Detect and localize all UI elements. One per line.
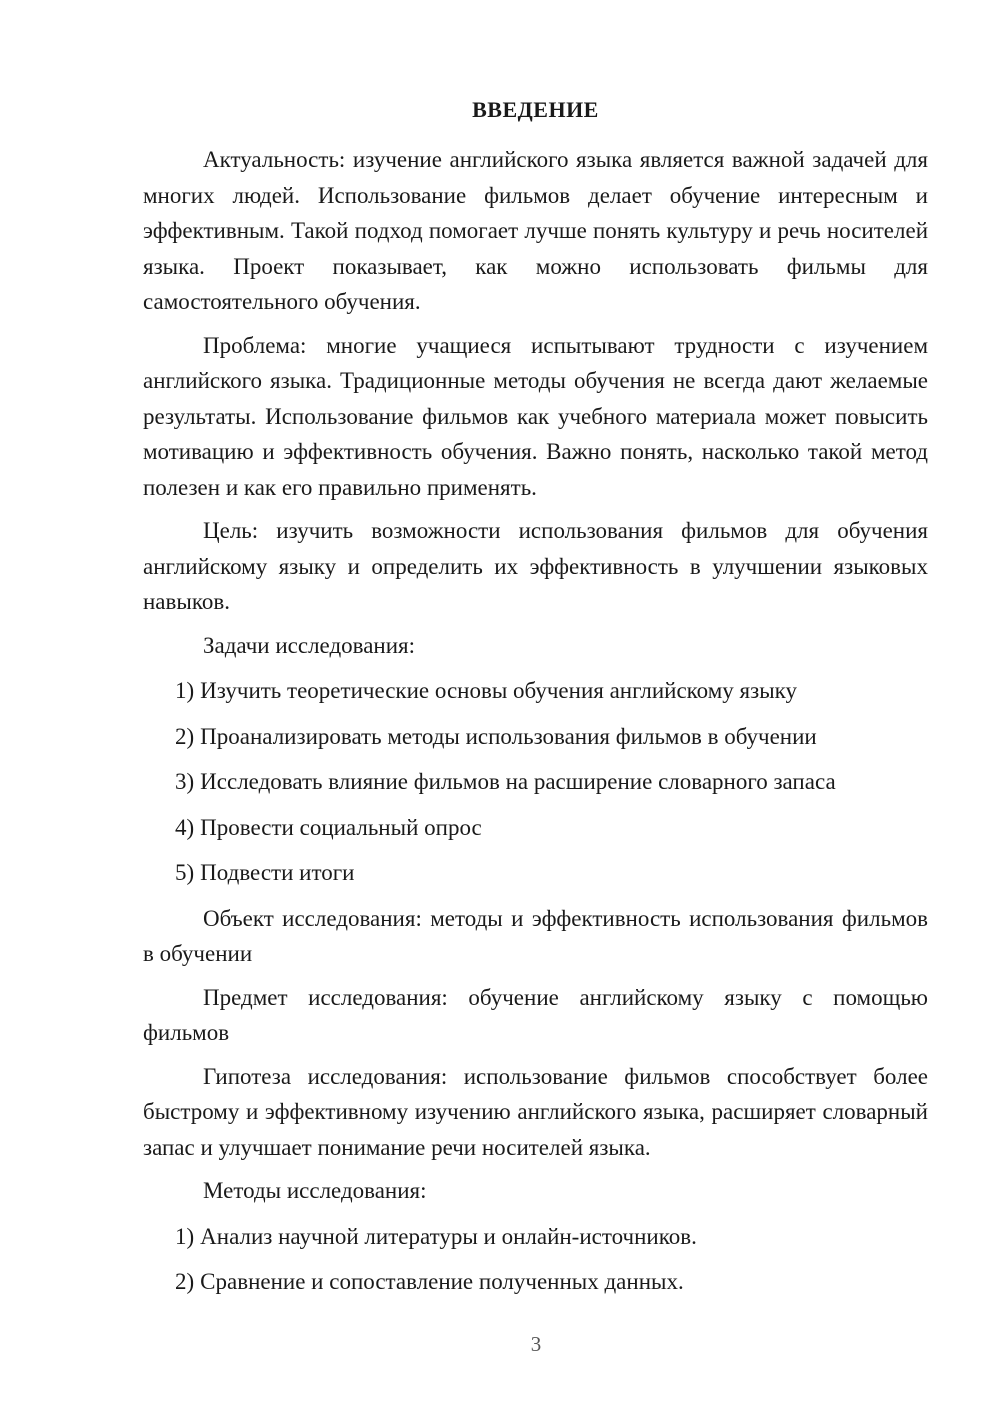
- page-title: ВВЕДЕНИЕ: [472, 97, 599, 122]
- page-content: [143, 92, 928, 1310]
- subject-paragraph: Предмет исследования: обучение английскому языку с помощью фильмов: [143, 984, 928, 1045]
- list-item-text: Анализ научной литературы и онлайн-источников.: [200, 1223, 697, 1249]
- list-item-text: Подвести итоги: [200, 860, 355, 885]
- list-item: [143, 855, 928, 891]
- list-item: [143, 1219, 928, 1255]
- list-item-number: 1): [175, 678, 195, 703]
- tasks-list: [143, 673, 928, 891]
- methods-list: [143, 1219, 928, 1300]
- problem-paragraph: Проблема: многие учащиеся испытывают трудности с изучением английского языка. Традиционные методы обучения не всегда дают желаемые результаты. Использование фильмов как учебного материала может повысить мотивацию и эффективность обучения. Важно понять, насколько такой метод полезен и как его правильно применять.: [143, 332, 928, 500]
- list-item: [143, 719, 928, 755]
- list-item: [143, 1264, 928, 1300]
- goal-paragraph: Цель: изучить возможности использования фильмов для обучения английскому языку и определить их эффективность в улучшении языковых навыков.: [143, 518, 928, 614]
- list-item: [143, 764, 928, 800]
- list-item-number: 5): [175, 860, 195, 885]
- list-item-number: 3): [175, 769, 195, 794]
- tasks-heading: Задачи исследования:: [203, 632, 416, 658]
- list-item: [143, 673, 928, 709]
- list-item-number: 2): [175, 723, 195, 749]
- methods-heading: Методы исследования:: [203, 1178, 427, 1203]
- list-item-number: 1): [175, 1223, 195, 1249]
- list-item-text: Провести социальный опрос: [200, 814, 482, 840]
- list-item-text: Исследовать влияние фильмов на расширение словарного запаса: [200, 769, 836, 794]
- list-item-number: 2): [175, 1269, 195, 1294]
- list-item-text: Проанализировать методы использования фильмов в обучении: [200, 723, 817, 749]
- list-item-text: Изучить теоретические основы обучения английскому языку: [200, 678, 798, 703]
- list-item-number: 4): [175, 814, 195, 840]
- page-number: 3: [530, 1332, 542, 1356]
- hypothesis-paragraph: Гипотеза исследования: использование фильмов способствует более быстрому и эффективному изучению английского языка, расширяет словарный запас и улучшает понимание речи носителей языка.: [143, 1063, 928, 1160]
- list-item: [143, 810, 928, 846]
- object-paragraph: Объект исследования: методы и эффективность использования фильмов в обучении: [143, 905, 928, 966]
- list-item-text: Сравнение и сопоставление полученных данных.: [200, 1269, 684, 1294]
- relevance-paragraph: Актуальность: изучение английского языка является важной задачей для многих людей. Использование фильмов делает обучение интересным и эффективным. Такой подход помогает лучше понять культуру и речь носителей языка. Проект показывает, как можно использовать фильмы для самостоятельного обучения.: [143, 147, 928, 314]
